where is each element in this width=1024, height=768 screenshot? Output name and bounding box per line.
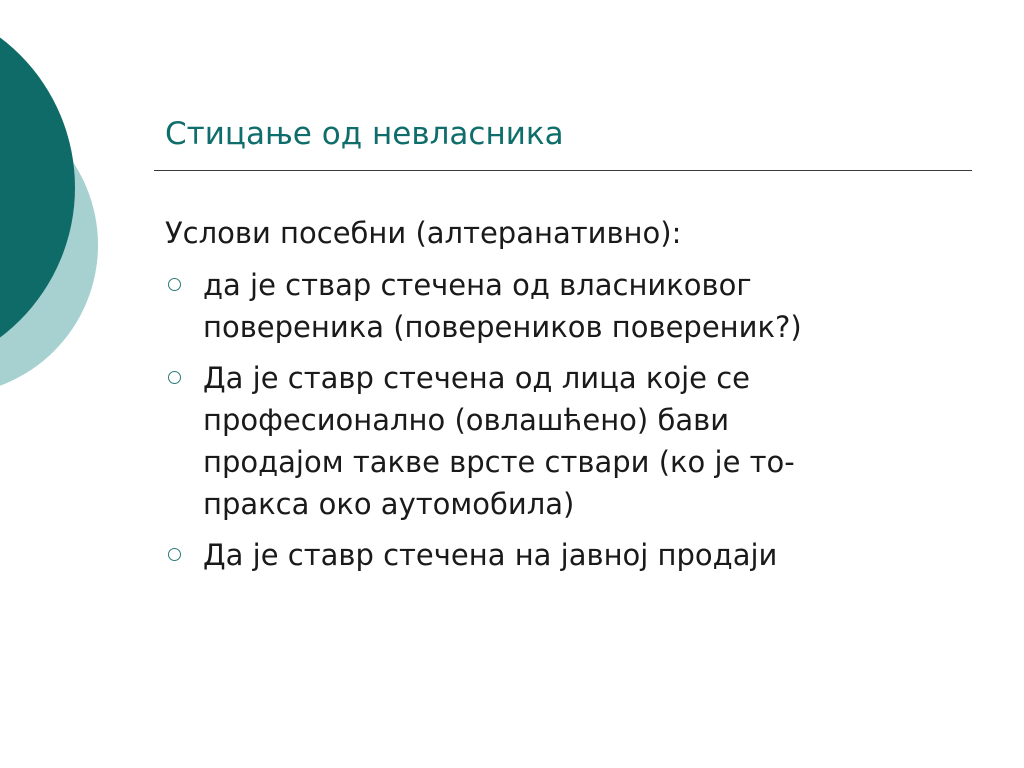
bullet-line: продајом такве врсте ствари (ко је то- — [203, 445, 795, 479]
circle-bullet-icon — [168, 548, 181, 561]
bullet-list — [165, 264, 955, 576]
title-divider — [154, 170, 972, 171]
circle-bullet-icon — [168, 278, 181, 291]
bullet-line: професионално (овлашћено) бави — [203, 403, 730, 437]
slide-title: Стицање од невласника — [165, 116, 564, 152]
bullet-line: да је ствар стечена од власниковог — [203, 268, 752, 302]
bullet-item — [165, 264, 955, 348]
bullet-item — [165, 357, 955, 525]
slide-content — [165, 211, 955, 576]
bullet-item — [165, 534, 955, 576]
bullet-line: пракса око аутомобила) — [203, 487, 575, 521]
circle-bullet-icon — [168, 371, 181, 384]
intro-text: Услови посебни (алтеранативно): — [165, 216, 682, 250]
bullet-line: Да је ставр стечена од лица које се — [203, 361, 750, 395]
bullet-line: повереника (повереников повереник?) — [203, 310, 802, 344]
bullet-line: Да је ставр стечена на јавној продаји — [203, 538, 778, 572]
